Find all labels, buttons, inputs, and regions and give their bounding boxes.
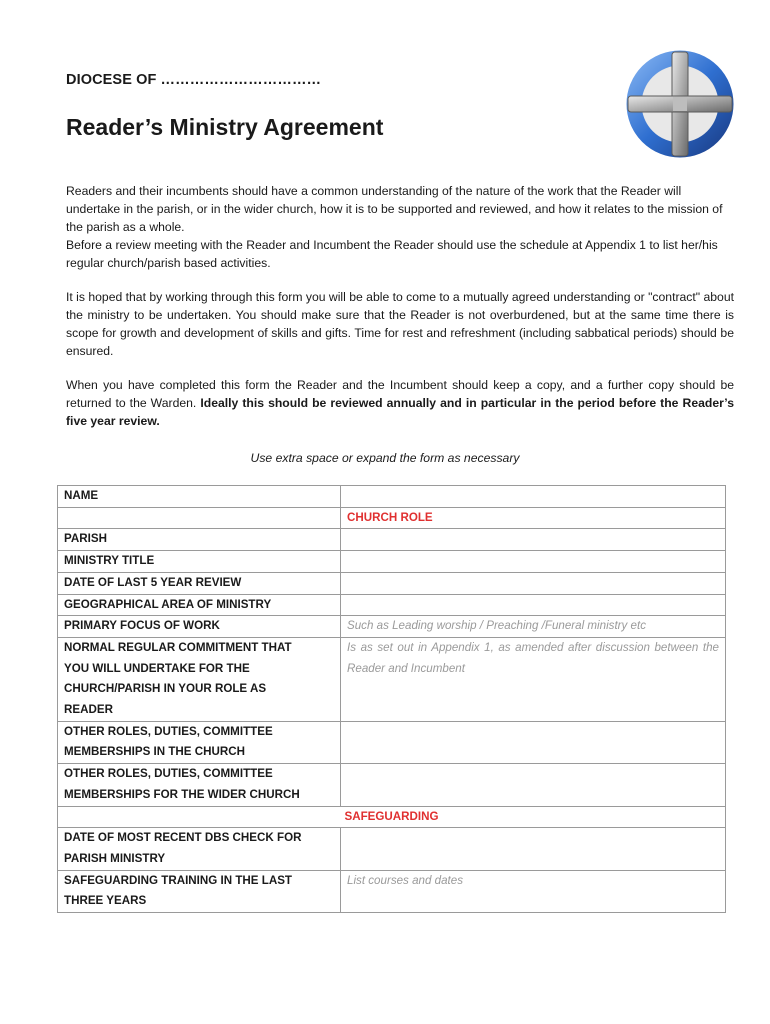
training-field[interactable]: List courses and dates [341,870,726,912]
other-wider-roles-field[interactable] [341,764,726,806]
other-church-roles-label [58,721,341,763]
church-role-heading: CHURCH ROLE [341,507,726,529]
geo-area-label: GEOGRAPHICAL AREA OF MINISTRY [58,594,341,616]
commitment-label-line: READER [64,703,113,717]
last-review-label: DATE OF LAST 5 YEAR REVIEW [58,572,341,594]
table-row [58,507,726,529]
commitment-label [58,637,341,721]
last-review-field[interactable] [341,572,726,594]
table-row [58,529,726,551]
diocese-heading: DIOCESE OF …………………………… [66,72,322,88]
intro-paragraph: Before a review meeting with the Reader and Incumbent the Reader should use the schedule at Appendix 1 to list her/his regular church/parish based activities. [66,238,718,270]
parish-field[interactable] [341,529,726,551]
dbs-check-label [58,828,341,870]
geo-area-field[interactable] [341,594,726,616]
expand-form-note: Use extra space or expand the form as necessary [250,451,520,465]
training-line: THREE YEARS [64,894,147,908]
training-line: SAFEGUARDING TRAINING IN THE LAST [64,873,293,887]
table-row [58,616,726,638]
other-wider-roles-line: MEMBERSHIPS FOR THE WIDER CHURCH [64,787,300,801]
commitment-label-line: YOU WILL UNDERTAKE FOR THE [64,661,250,675]
dbs-check-line: DATE OF MOST RECENT DBS CHECK FOR [64,831,302,845]
table-row [58,572,726,594]
review-instruction-bold: Ideally this should be reviewed annually and in particular in the period before the Reader’s five year review. [66,396,735,428]
ministry-title-label: MINISTRY TITLE [58,551,341,573]
other-church-roles-line: OTHER ROLES, DUTIES, COMMITTEE [64,724,273,738]
table-row [58,828,726,870]
training-label [58,870,341,912]
table-row [58,870,726,912]
name-field[interactable] [341,486,726,508]
cross-circle-logo-icon [622,48,738,160]
table-row [58,551,726,573]
parish-label: PARISH [58,529,341,551]
page-title: Reader’s Ministry Agreement [66,114,384,140]
primary-focus-label: PRIMARY FOCUS OF WORK [58,616,341,638]
table-row [58,486,726,508]
table-row [58,594,726,616]
table-row [58,806,726,828]
ministry-title-field[interactable] [341,551,726,573]
other-church-roles-line: MEMBERSHIPS IN THE CHURCH [64,745,245,759]
other-wider-roles-line: OTHER ROLES, DUTIES, COMMITTEE [64,767,273,781]
dbs-check-line: PARISH MINISTRY [64,851,166,865]
intro-paragraph [66,376,734,430]
intro-paragraph: Readers and their incumbents should have a common understanding of the nature of the work that the Reader will undertake in the parish, or in the wider church, how it is to be supported and reviewed, and how it relates to the mission of the parish as a whole. [66,184,723,234]
name-label: NAME [58,486,341,508]
intro-text [66,182,734,430]
commitment-label-line: NORMAL REGULAR COMMITMENT THAT [64,640,292,654]
primary-focus-field[interactable]: Such as Leading worship / Preaching /Funeral ministry etc [341,616,726,638]
completion-instructions: When you have completed this form the Reader and the Incumbent should keep a copy, and a further copy should be returned to the Warden. [66,378,734,410]
table-row [58,721,726,763]
commitment-label-line: CHURCH/PARISH IN YOUR ROLE AS [64,682,267,696]
other-wider-roles-label [58,764,341,806]
intro-paragraph: It is hoped that by working through this form you will be able to come to a mutually agreed understanding or "contract" about the ministry to be undertaken. You should make sure that the Reader is not overburdened, but at the same time there is scope for growth and development of skills and gifts. Time for rest and refreshment (including sabbatical periods) should be ensured. [66,290,734,358]
commitment-field[interactable]: Is as set out in Appendix 1, as amended after discussion between the Reader and Incumbent [341,637,726,721]
table-row [58,764,726,806]
other-church-roles-field[interactable] [341,721,726,763]
section-spacer [58,507,341,529]
table-row [58,637,726,721]
safeguarding-heading: SAFEGUARDING [58,806,726,828]
dbs-check-field[interactable] [341,828,726,870]
agreement-form-table [57,485,726,913]
